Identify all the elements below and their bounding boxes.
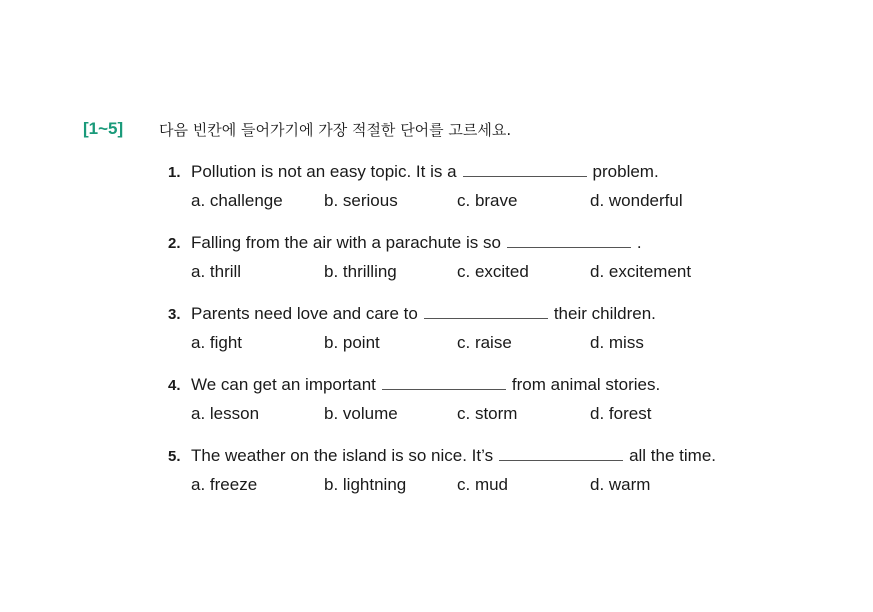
answer-options [191,260,858,284]
stem-after-blank: their children. [553,304,656,323]
answer-options [191,473,858,497]
question-stem [168,444,858,468]
answer-blank [507,233,631,248]
question-stem [168,231,858,255]
stem-after-blank: all the time. [629,446,717,465]
option-c: c. excited [457,262,529,281]
question-item [168,231,858,302]
answer-blank [463,162,587,177]
question-item [168,373,858,444]
answer-blank [499,446,623,461]
option-c: c. raise [457,333,512,352]
option-d: d. wonderful [590,191,683,210]
stem-before-blank: Falling from the air with a parachute is so [191,233,501,252]
option-d: d. forest [590,404,652,423]
option-a: a. freeze [191,475,258,494]
question-number: 3. [168,306,181,323]
option-c: c. brave [457,191,518,210]
question-number: 2. [168,235,181,252]
answer-blank [382,375,506,390]
option-d: d. excitement [590,262,692,281]
option-d: d. miss [590,333,644,352]
stem-before-blank: The weather on the island is so nice. It’s [191,446,494,465]
question-stem [168,302,858,326]
option-b: b. volume [324,404,398,423]
section-header [83,118,511,140]
question-number: 1. [168,164,181,181]
option-a: a. challenge [191,191,283,210]
answer-options [191,331,858,355]
instruction-text: 다음 빈칸에 들어가기에 가장 적절한 단어를 고르세요. [159,120,512,139]
question-list [168,160,858,515]
answer-blank [424,304,548,319]
question-item [168,160,858,231]
option-c: c. storm [457,404,518,423]
option-a: a. fight [191,333,243,352]
stem-before-blank: Parents need love and care to [191,304,418,323]
question-stem [168,160,858,184]
question-item [168,302,858,373]
stem-before-blank: We can get an important [191,375,376,394]
option-d: d. warm [590,475,651,494]
stem-after-blank: . [636,233,642,252]
question-number: 5. [168,448,181,465]
answer-options [191,189,858,213]
stem-before-blank: Pollution is not an easy topic. It is a [191,162,457,181]
question-number: 4. [168,377,181,394]
question-stem [168,373,858,397]
option-b: b. serious [324,191,398,210]
option-b: b. thrilling [324,262,397,281]
question-item [168,444,858,515]
option-c: c. mud [457,475,509,494]
option-a: a. lesson [191,404,260,423]
option-a: a. thrill [191,262,242,281]
stem-after-blank: from animal stories. [511,375,661,394]
option-b: b. lightning [324,475,407,494]
answer-options [191,402,858,426]
option-b: b. point [324,333,380,352]
stem-after-blank: problem. [592,162,659,181]
question-range-label: [1~5] [83,119,124,138]
